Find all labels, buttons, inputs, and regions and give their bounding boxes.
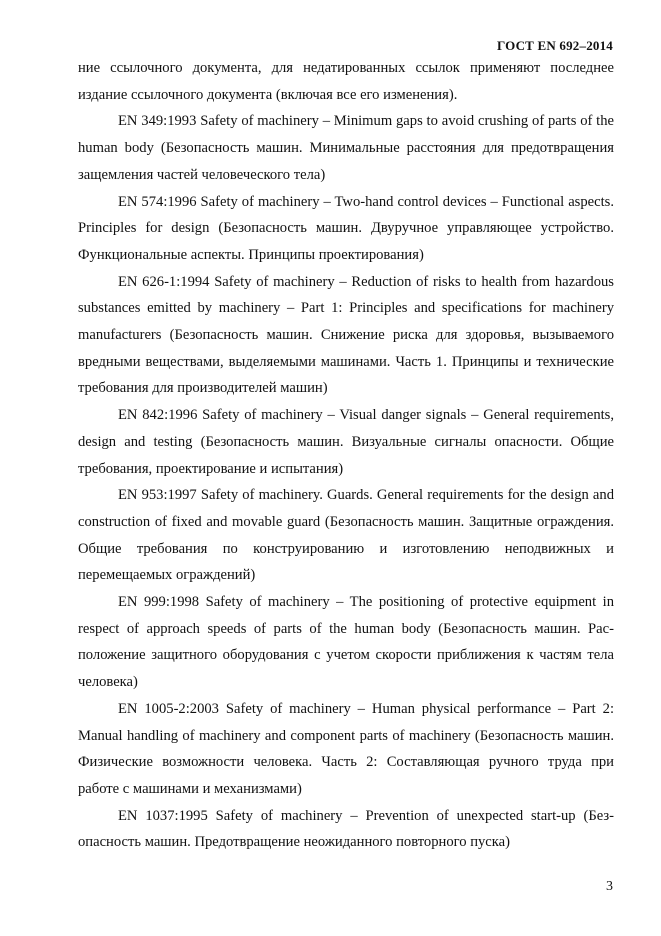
reference-en-574: EN 574:1996 Safety of machinery – Two-hand control devices – Functional aspects. Principles for design (Безопасность машин. Двуручное управляющее устройство. Функциональные аспекты. Принципы проектирования) [78,193,614,263]
reference-en-626-1: EN 626-1:1994 Safety of machinery – Reduction of risks to health from hazardous substances emitted by machinery – Part 1: Principles and specifications for machinery manufacturers (Безопасность машин. Снижение риска для здоровья, вызываемого вредными веществами, выделяемыми машинами. Часть 1. Принципы и технические требования для производителей машин) [78,273,614,397]
reference-en-1037: EN 1037:1995 Safety of machinery – Prevention of unexpected start-up (Безопасность машин. Предотвращение неожиданного повторного пуска) [78,807,614,851]
reference-en-349: EN 349:1993 Safety of machinery – Minimum gaps to avoid crushing of parts of the human body (Безопасность машин. Минимальные расстояния для предотвращения защемления частей человеческого тела) [78,113,614,183]
document-code-header: ГОСТ EN 692–2014 [496,38,613,53]
reference-en-999: EN 999:1998 Safety of machinery – The positioning of protective equipment in respect of approach speeds of parts of the human body (Безопасность машин. Расположение защитного оборудования с учетом скорости приближения к частям тела человека) [78,594,614,691]
reference-en-953: EN 953:1997 Safety of machinery. Guards. General requirements for the design and construction of fixed and movable guard (Безопасность машин. Защитные ограждения. Общие требования по конструированию и изготовлению неподвижных и перемещаемых ограждений) [78,487,614,584]
reference-en-842: EN 842:1996 Safety of machinery – Visual danger signals – General requirements, design and testing (Безопасность машин. Визуальные сигналы опасности. Общие требования, проектирование и испытания) [78,407,614,477]
paragraph-continuation: ние ссылочного документа, для недатированных ссылок применяют последнее издание ссылочного документа (включая все его изменения). [78,60,614,103]
page-body [78,55,614,856]
page-number: 3 [606,879,613,894]
reference-en-1005-2: EN 1005-2:2003 Safety of machinery – Human physical performance – Part 2: Manual handling of machinery and component parts of machinery (Безопасность машин. Физические возможности человека. Часть 2: Составляющая ручного труда при работе с машинами и механизмами) [78,700,614,797]
